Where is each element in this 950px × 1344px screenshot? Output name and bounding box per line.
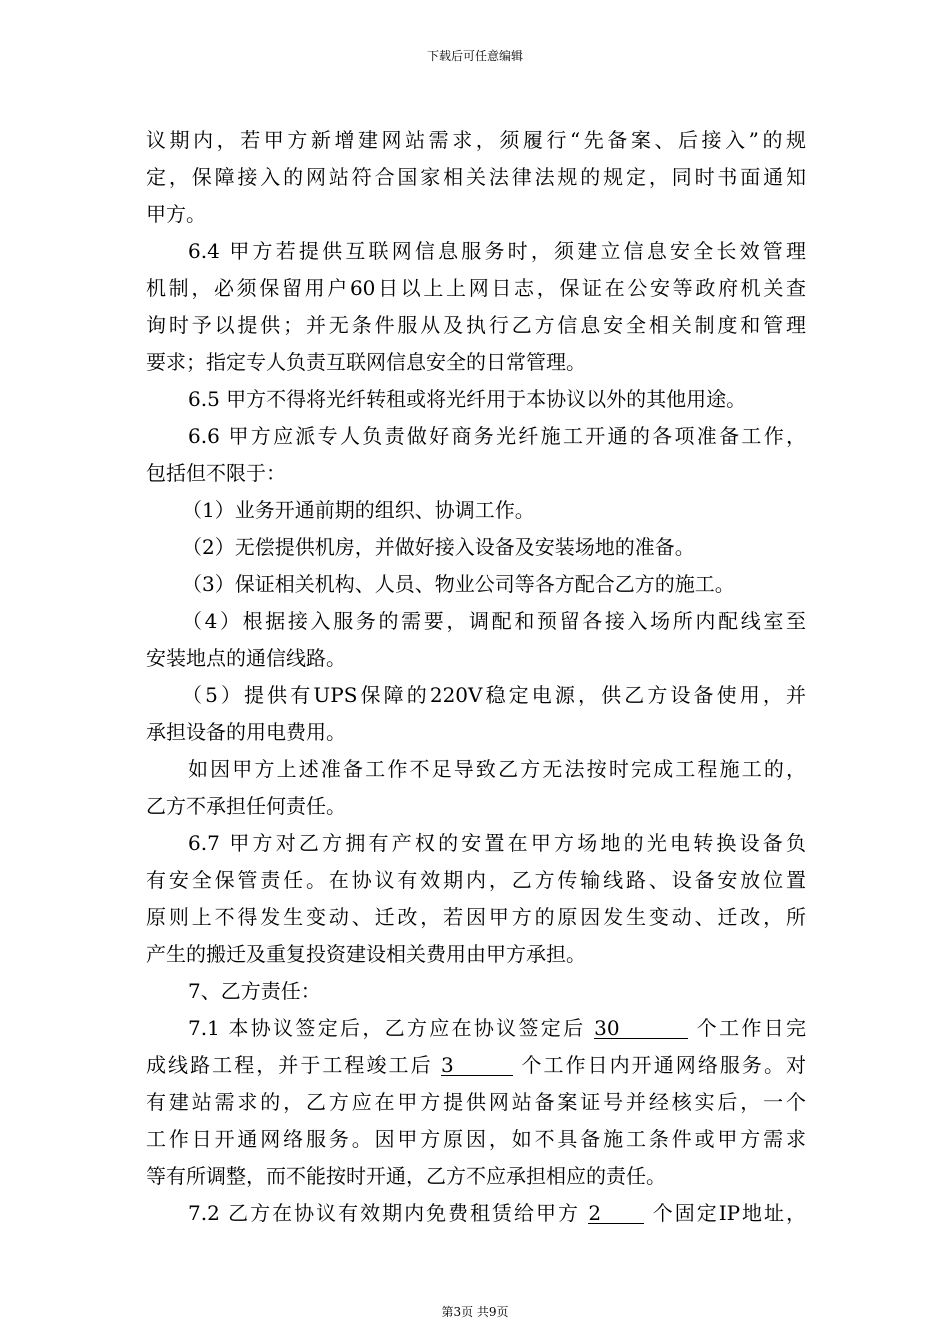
list-item-1: （1）业务开通前期的组织、协调工作。 (182, 498, 535, 522)
page-footer: 第3页 共9页 (441, 1305, 509, 1319)
list-item-4: （4）根据接入服务的需要，调配和预留各接入场所内配线室至 (182, 609, 806, 633)
list-item-3: （3）保证相关机构、人员、物业公司等各方配合乙方的施工。 (182, 572, 735, 596)
text-segment: 个工作日完 (696, 1016, 806, 1040)
text-line: 安装地点的通信线路。 (146, 646, 346, 670)
list-item-2: （2）无偿提供机房，并做好接入设备及安装场地的准备。 (182, 535, 695, 559)
text-line: 有安全保管责任。在协议有效期内，乙方传输线路、设备安放位置 (146, 868, 806, 892)
fill-in-ip-count: 2 (588, 1203, 644, 1224)
clause-7-2 (146, 1195, 806, 1232)
text-line: 承担设备的用电费用。 (146, 720, 346, 744)
text-line: 原则上不得发生变动、迁改，若因甲方的原因发生变动、迁改，所 (146, 905, 806, 929)
fill-in-days: 3 (441, 1055, 513, 1076)
clause-6-7: 6.7 甲方对乙方拥有产权的安置在甲方场地的光电转换设备负 (188, 831, 806, 855)
section-heading-7: 7、乙方责任： (188, 979, 321, 1003)
text-line: 定，保障接入的网站符合国家相关法律法规的规定，同时书面通知 (146, 165, 806, 189)
text-line: 有建站需求的，乙方应在甲方提供网站备案证号并经核实后，一个 (146, 1090, 806, 1114)
text-line: 机制，必须保留用户60日以上上网日志，保证在公安等政府机关查 (146, 276, 806, 300)
text-line: 议期内，若甲方新增建网站需求，须履行“先备案、后接入”的规 (146, 128, 806, 152)
clause-6-4: 6.4 甲方若提供互联网信息服务时，须建立信息安全长效管理 (188, 239, 806, 263)
text-line: 包括但不限于： (146, 461, 286, 485)
text-line (146, 1047, 806, 1084)
text-segment: 7.1 本协议签定后，乙方应在协议签定后 (188, 1016, 586, 1040)
document-body (146, 122, 806, 1232)
text-line: 产生的搬迁及重复投资建设相关费用由甲方承担。 (146, 942, 586, 966)
text-segment: 个工作日内开通网络服务。对 (521, 1053, 806, 1077)
text-segment: 个固定IP地址， (652, 1201, 806, 1225)
text-segment: 成线路工程，并于工程竣工后 (146, 1053, 433, 1077)
page-header: 下载后可任意编辑 (426, 49, 523, 63)
text-line: 等有所调整，而不能按时开通，乙方不应承担相应的责任。 (146, 1164, 666, 1188)
fill-in-days: 30 (594, 1018, 688, 1039)
text-line: 甲方。 (146, 202, 206, 226)
text-line: 乙方不承担任何责任。 (146, 794, 346, 818)
text-line: 询时予以提供；并无条件服从及执行乙方信息安全相关制度和管理 (146, 313, 806, 337)
paragraph-disclaimer: 如因甲方上述准备工作不足导致乙方无法按时完成工程施工的， (188, 757, 806, 781)
text-line: 工作日开通网络服务。因甲方原因，如不具备施工条件或甲方需求 (146, 1127, 806, 1151)
text-line: 要求；指定专人负责互联网信息安全的日常管理。 (146, 350, 586, 374)
clause-7-1 (146, 1010, 806, 1047)
clause-6-5: 6.5 甲方不得将光纤转租或将光纤用于本协议以外的其他用途。 (188, 387, 747, 411)
clause-6-6: 6.6 甲方应派专人负责做好商务光纤施工开通的各项准备工作， (188, 424, 806, 448)
list-item-5: （5）提供有UPS保障的220V稳定电源，供乙方设备使用，并 (182, 683, 806, 707)
text-segment: 7.2 乙方在协议有效期内免费租赁给甲方 (188, 1201, 580, 1225)
